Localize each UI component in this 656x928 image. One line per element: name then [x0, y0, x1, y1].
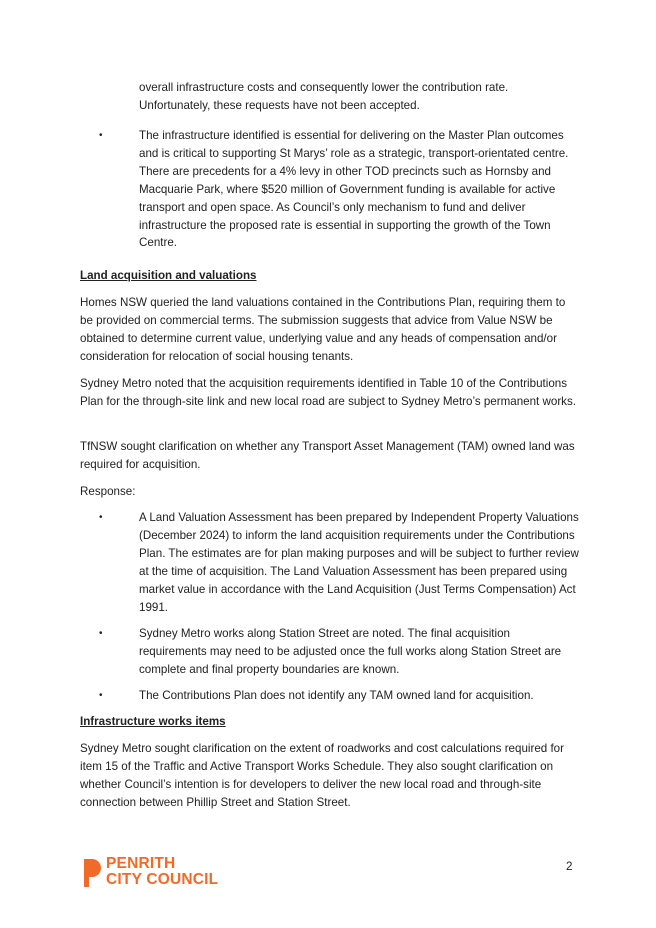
paragraph-infrastructure: Sydney Metro sought clarification on the extent of roadworks and cost calculations required for item 15 of the Traffic and Active Transport Works Schedule. They also sought clarification on whether Council’s intention is for developers to deliver the new local road and through-site connection between Phillip Street and Station Street. — [80, 742, 564, 809]
bullet-marker: • — [99, 512, 103, 523]
paragraph-homes-nsw: Homes NSW queried the land valuations contained in the Contributions Plan, requiring them to be provided on commercial terms. The submission suggests that advice from Value NSW be obtained to determine current value, underlying value and any heads of compensation and/or consideration for relocation of social housing tenants. — [80, 296, 566, 363]
bullet-land-valuation: A Land Valuation Assessment has been prepared by Independent Property Valuations (December 2024) to inform the land acquisition requirements under the Contributions Plan. The estimates are for plan making purposes and will be subject to further review at the time of acquisition. The Land Valuation Assessment has been prepared using market value in accordance with the Land Acquisition (Just Terms Compensation) Act 1991. — [139, 511, 579, 614]
logo-line-2: CITY COUNCIL — [106, 871, 219, 888]
bullet-tam-land: The Contributions Plan does not identify any TAM owned land for acquisition. — [139, 689, 534, 702]
penrith-city-council-logo — [80, 856, 260, 892]
paragraph-tfnsw: TfNSW sought clarification on whether any Transport Asset Management (TAM) owned land was required for acquisition. — [80, 440, 575, 471]
logo-mark-icon — [80, 857, 102, 889]
logo-line-1: PENRITH — [106, 855, 176, 872]
bullet-marker: • — [99, 130, 103, 141]
heading-infrastructure-works: Infrastructure works items — [80, 715, 226, 728]
paragraph-sydney-metro: Sydney Metro noted that the acquisition requirements identified in Table 10 of the Contributions Plan for the through-site link and new local road are subject to Sydney Metro’s permanent works. — [80, 377, 577, 408]
bullet-marker: • — [99, 628, 103, 639]
bullet-station-street: Sydney Metro works along Station Street are noted. The final acquisition requirements may need to be adjusted once the full works along Station Street are complete and final property boundaries are known. — [139, 627, 562, 676]
response-label: Response: — [80, 485, 136, 498]
bullet-marker: • — [99, 690, 103, 701]
bullet-infrastructure-essential: The infrastructure identified is essential for delivering on the Master Plan outcomes and is critical to supporting St Marys’ role as a strategic, transport-orientated centre. There are precedents for a 4% levy in other TOD precincts such as Hornsby and Macquarie Park, where $520 million of Government funding is available for active transport and open space. As Council’s only mechanism to fund and deliver infrastructure the proposed rate is essential in supporting the growth of the Town Centre. — [139, 129, 569, 250]
page-number: 2 — [566, 860, 573, 873]
continued-paragraph: overall infrastructure costs and consequently lower the contribution rate. Unfortunately, these requests have not been accepted. — [139, 81, 509, 112]
logo-wordmark — [106, 856, 218, 888]
heading-land-acquisition: Land acquisition and valuations — [80, 269, 257, 282]
